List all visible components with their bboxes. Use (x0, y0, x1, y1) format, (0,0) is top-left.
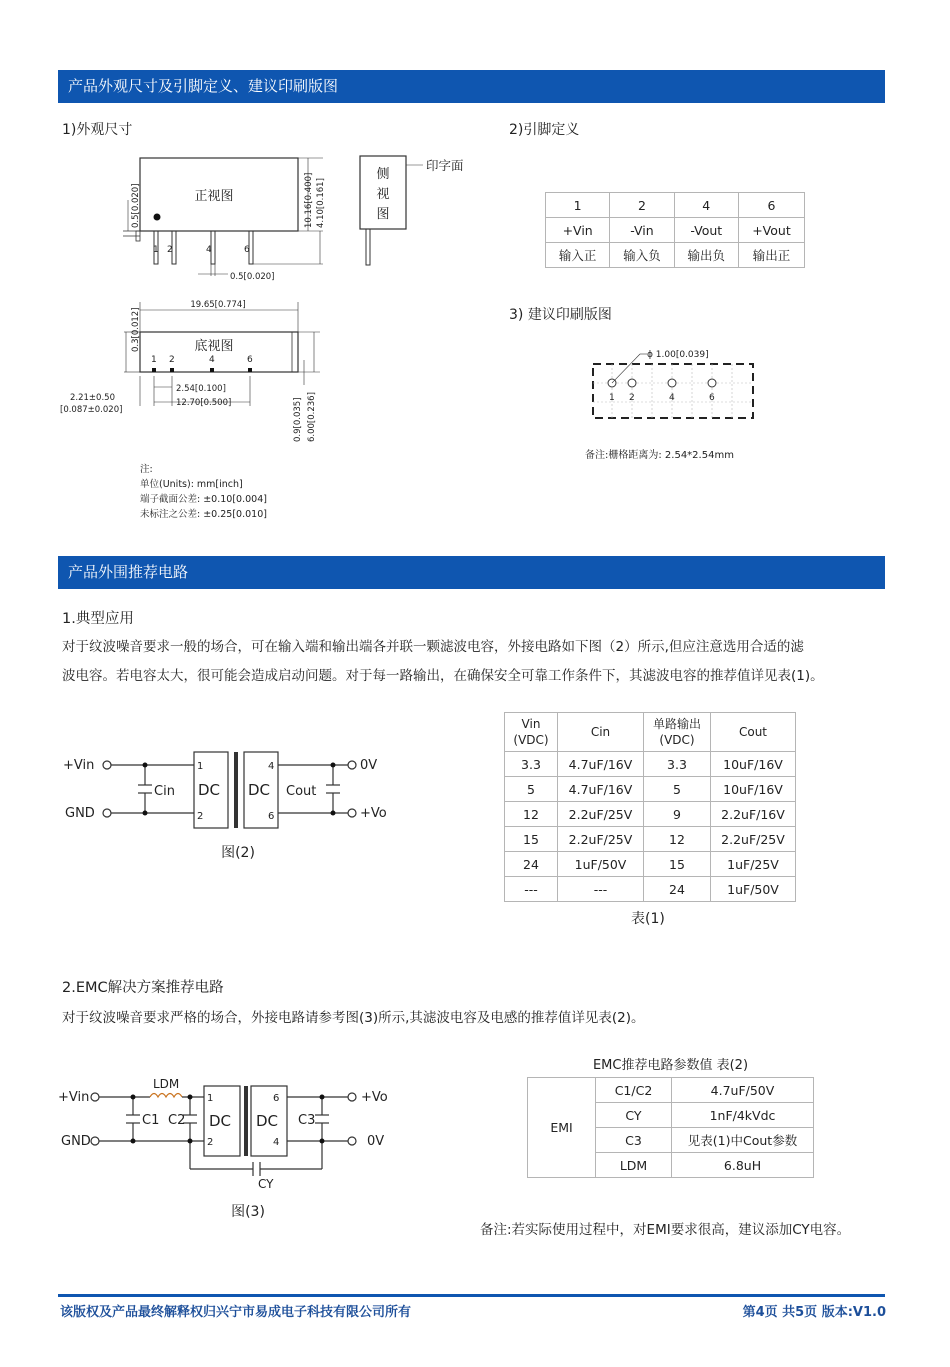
dim-width: 19.65[0.774] (190, 300, 246, 310)
dim-right1: 0.9[0.035] (293, 397, 303, 442)
fig3-pin1: 1 (207, 1093, 214, 1104)
fig2-cout: Cout (286, 784, 317, 799)
pcb-pin-6: 6 (709, 393, 715, 403)
footer-rule (58, 1294, 885, 1297)
table-row (528, 1078, 814, 1103)
dimensions-heading: 1)外观尺寸 (62, 122, 133, 138)
dim-offset2: [0.087±0.020] (60, 405, 123, 415)
typical-paragraph (62, 633, 887, 691)
fig2-0v: 0V (360, 758, 378, 773)
fig3-vo: +Vo (361, 1090, 388, 1105)
table-row (505, 777, 796, 802)
front-pin-6: 6 (244, 245, 250, 255)
dim-front-right1: 10.16[0.400] (304, 172, 314, 228)
fig2-pin2: 2 (197, 811, 204, 822)
dimension-notes (140, 462, 267, 522)
cell: -Vin (610, 218, 674, 243)
section-title-dimensions: 产品外观尺寸及引脚定义、建议印刷版图 (58, 70, 885, 103)
fig2-pin6: 6 (268, 811, 275, 822)
dim-front-bottom: 0.5[0.020] (230, 272, 275, 282)
fig2-dc-right: DC (248, 781, 271, 799)
cell: 10uF/16V (711, 752, 796, 777)
fig2-gnd: GND (65, 806, 95, 821)
table-row (505, 827, 796, 852)
dim-bottom-left: 0.3[0.012] (131, 307, 141, 352)
dim-front-left: 0.5[0.020] (131, 183, 141, 228)
dim-right2: 6.00[0.236] (307, 392, 317, 442)
cell: 输入负 (610, 243, 674, 268)
side-view-char-3: 图 (376, 207, 390, 222)
fig3-c1: C1 (142, 1113, 160, 1128)
cell: 4.7uF/50V (672, 1078, 814, 1103)
emc-note: 备注:若实际使用过程中，对EMI要求很高，建议添加CY电容。 (480, 1222, 851, 1238)
bottom-pin-4: 4 (209, 355, 215, 365)
table1-caption: 表(1) (631, 911, 665, 927)
dim-pitch: 2.54[0.100] (176, 384, 226, 394)
fig2-vo: +Vo (360, 806, 387, 821)
note-units: 单位(Units): mm[inch] (140, 479, 243, 490)
cell: CY (596, 1103, 672, 1128)
side-view-char-1: 侧 (376, 167, 390, 182)
cell: 1 (546, 193, 610, 218)
front-pin-2: 2 (167, 245, 173, 255)
header-cell: 单路输出 (VDC) (644, 713, 711, 752)
cell: 6.8uH (672, 1153, 814, 1178)
fig3-pin4: 4 (273, 1137, 280, 1148)
bottom-pin-6: 6 (247, 355, 253, 365)
header-cell: Vin (VDC) (505, 713, 558, 752)
footer-page-info: 第4页 共5页 版本:V1.0 (742, 1305, 886, 1320)
cell: 1nF/4kVdc (672, 1103, 814, 1128)
table-row (505, 852, 796, 877)
cell: --- (558, 877, 644, 902)
header-cell: Cout (711, 713, 796, 752)
typical-line-2: 波电容。若电容太大，很可能会造成启动问题。对于每一路输出，在确保安全可靠工作条件下，其滤波电容的推荐值详见表(1)。 (62, 668, 824, 684)
cell: 15 (644, 852, 711, 877)
pcb-hole-label: ϕ 1.00[0.039] (647, 350, 709, 360)
table-row (546, 193, 805, 218)
fig2-pin4: 4 (268, 761, 275, 772)
cell: 输入正 (546, 243, 610, 268)
pcb-pin-1: 1 (609, 393, 615, 403)
fig2-cin: Cin (154, 784, 175, 799)
fig3-dc-right: DC (256, 1112, 279, 1130)
cell: --- (505, 877, 558, 902)
dim-offset1: 2.21±0.50 (70, 393, 115, 403)
note-title: 注: (140, 464, 153, 475)
fig3-dc-left: DC (209, 1112, 232, 1130)
cell: 4.7uF/16V (558, 777, 644, 802)
bottom-pin-2: 2 (169, 355, 175, 365)
typical-line-1: 对于纹波噪音要求一般的场合，可在输入端和输出端各并联一颗滤波电容，外接电路如下图（2）所示,但应注意选用合适的滤 (62, 639, 804, 655)
pin-def-heading: 2)引脚定义 (509, 122, 580, 138)
fig2-pin1: 1 (197, 761, 204, 772)
dimension-drawings (58, 140, 488, 535)
cell: -Vout (674, 218, 738, 243)
cell: LDM (596, 1153, 672, 1178)
pin-definition-table (545, 192, 805, 268)
fig3-ldm: LDM (153, 1077, 180, 1091)
pcb-pin-2: 2 (629, 393, 635, 403)
fig2-caption: 图(2) (221, 845, 255, 861)
fig2-vin: +Vin (63, 758, 95, 773)
fig3-pin6: 6 (273, 1093, 280, 1104)
fig3-pin2: 2 (207, 1137, 214, 1148)
note-pin-tolerance: 端子截面公差: ±0.10[0.004] (140, 494, 267, 505)
table-row (546, 218, 805, 243)
figure-3-circuit (58, 1072, 408, 1232)
cell: 24 (644, 877, 711, 902)
table-row (505, 802, 796, 827)
front-view-label: 正视图 (194, 189, 234, 204)
cell: 1uF/50V (711, 877, 796, 902)
capacitor-table (504, 712, 796, 902)
dim-front-right2: 4.10[0.161] (316, 178, 326, 228)
fig3-c2: C2 (168, 1113, 186, 1128)
side-view-drawing (360, 156, 423, 265)
dim-span: 12.70[0.500] (176, 398, 232, 408)
figure-2-circuit (58, 745, 398, 870)
cell: 2.2uF/25V (711, 827, 796, 852)
fig2-dc-left: DC (198, 781, 221, 799)
table-header-row (505, 713, 796, 752)
fig3-cy: CY (258, 1177, 274, 1191)
cell: 4 (674, 193, 738, 218)
fig3-c3: C3 (298, 1113, 316, 1128)
cell: 1uF/25V (711, 852, 796, 877)
fig3-vin: +Vin (58, 1090, 90, 1105)
front-pin-1: 1 (153, 245, 159, 255)
cell: 4.7uF/16V (558, 752, 644, 777)
cell: 2.2uF/25V (558, 802, 644, 827)
bottom-view-label: 底视图 (194, 339, 234, 354)
cell: 6 (738, 193, 804, 218)
table2-title: EMC推荐电路参数值 表(2) (592, 1058, 749, 1073)
cell: +Vin (546, 218, 610, 243)
cell: 输出正 (738, 243, 804, 268)
table-row (505, 752, 796, 777)
fig3-gnd: GND (61, 1134, 91, 1149)
front-pin-4: 4 (206, 245, 212, 255)
pcb-layout-drawing (585, 340, 765, 430)
pcb-heading: 3) 建议印刷版图 (509, 307, 612, 323)
footer-copyright: 该版权及产品最终解释权归兴宁市易成电子科技有限公司所有 (60, 1305, 412, 1320)
cell: 2.2uF/16V (711, 802, 796, 827)
table-row (505, 877, 796, 902)
cell: 12 (644, 827, 711, 852)
cell: 1uF/50V (558, 852, 644, 877)
cell: 9 (644, 802, 711, 827)
cell: 见表(1)中Cout参数 (672, 1128, 814, 1153)
side-view-char-2: 视 (376, 187, 390, 202)
pcb-pin-4: 4 (669, 393, 675, 403)
emc-parameter-table (527, 1077, 814, 1178)
cell: 10uF/16V (711, 777, 796, 802)
cell: 5 (644, 777, 711, 802)
cell: 15 (505, 827, 558, 852)
cell: 2.2uF/25V (558, 827, 644, 852)
emc-heading: 2.EMC解决方案推荐电路 (62, 980, 224, 996)
cell: 3.3 (505, 752, 558, 777)
emi-group-cell: EMI (528, 1078, 596, 1178)
cell: 12 (505, 802, 558, 827)
cell: 2 (610, 193, 674, 218)
fig3-0v: 0V (367, 1134, 385, 1149)
cell: 24 (505, 852, 558, 877)
cell: 输出负 (674, 243, 738, 268)
cell: C1/C2 (596, 1078, 672, 1103)
note-general-tolerance: 未标注之公差: ±0.25[0.010] (140, 509, 267, 520)
header-cell: Cin (558, 713, 644, 752)
cell: +Vout (738, 218, 804, 243)
fig3-caption: 图(3) (231, 1204, 265, 1220)
cell: 3.3 (644, 752, 711, 777)
pcb-note: 备注:栅格距离为: 2.54*2.54mm (585, 450, 734, 461)
table-row (546, 243, 805, 268)
cell: C3 (596, 1128, 672, 1153)
front-view-drawing (123, 158, 323, 276)
emc-paragraph: 对于纹波噪音要求严格的场合，外接电路请参考图(3)所示,其滤波电容及电感的推荐值详见表(2)。 (62, 1010, 645, 1026)
section-title-circuit: 产品外围推荐电路 (58, 556, 885, 589)
print-face-label: 印字面 (426, 158, 464, 173)
typical-heading: 1.典型应用 (62, 611, 134, 627)
cell: 5 (505, 777, 558, 802)
bottom-pin-1: 1 (151, 355, 157, 365)
